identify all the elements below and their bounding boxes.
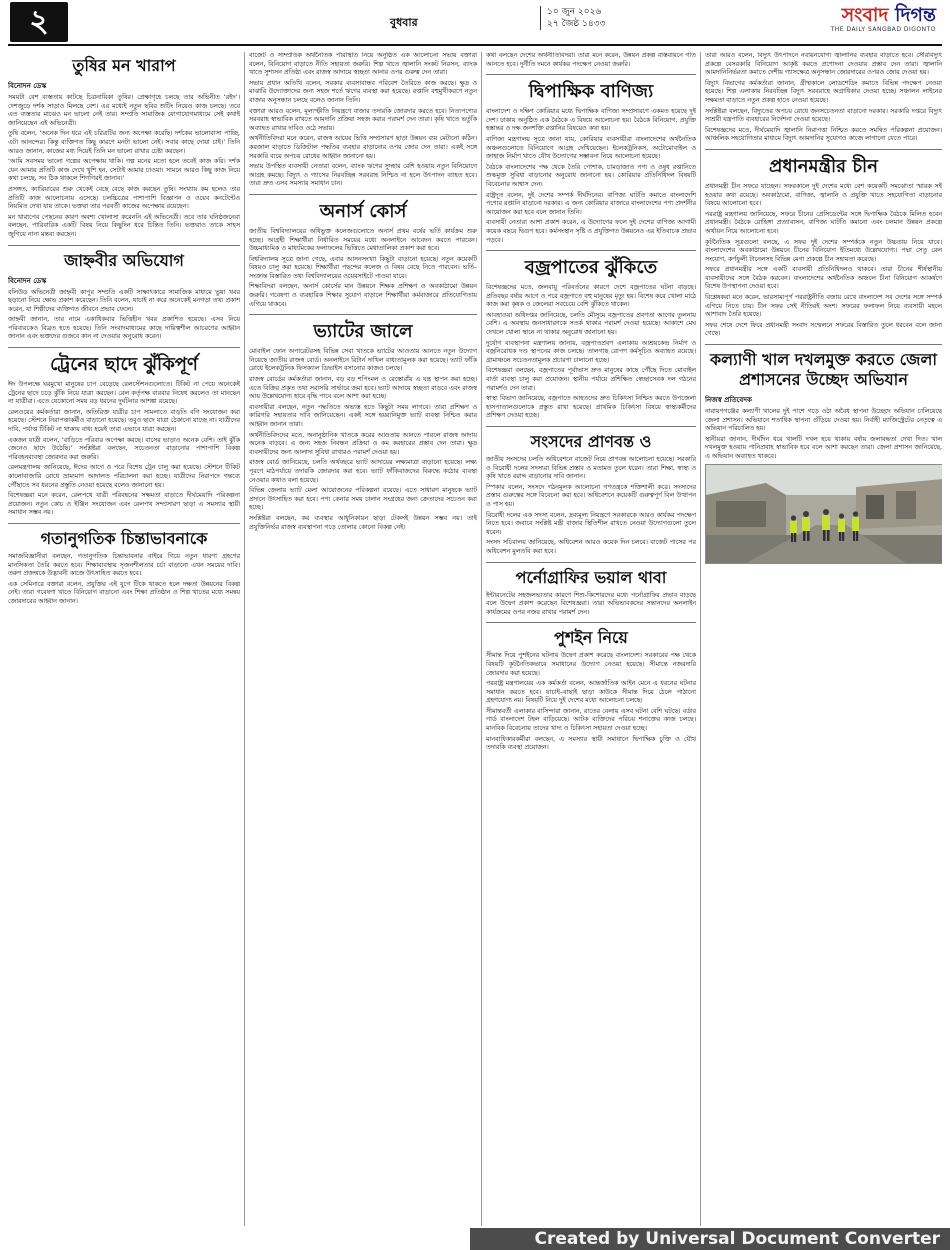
paragraph: তারা আরও বলেন, বিদ্যুৎ উৎপাদনে নবায়নযোগ্য জ্বালানির ব্যবহার বাড়াতে হবে। সৌরবিদ্যুৎ প্রকল্পে বেসরকারি বিনিয়োগ আকৃষ্ট করতে প্রণোদনা দেওয়ার প্রস্তাব দেন তারা। জ্বালানি আমদানিনির্ভরতা কমাতে দেশীয় গ্যাসক্ষেত্র অনুসন্ধান জোরদারের ওপরও জোর দেওয়া হয়।: [705, 52, 942, 77]
paragraph: একজন যাত্রী বলেন, ‘বাড়িতে পরিবার অপেক্ষা করছে। বাসের ভাড়াও অনেক বেশি। তাই ঝুঁকি জেনেও ছাদে উঠেছি।’ সংশ্লিষ্টরা বলছেন, সচেতনতা বাড়ানোর পাশাপাশি বিকল্প পরিবহনব্যবস্থা জোরদার করা জরুরি।: [8, 436, 240, 461]
headline-kalyani-canal[interactable]: কল্যাণী খাল দখলমুক্ত করতে জেলা প্রশাসনের উচ্ছেদ অভিযান: [709, 350, 938, 390]
article-body: [486, 592, 696, 618]
article-body: [486, 652, 696, 753]
paragraph: তুষি বলেন, ‘অনেক দিন ধরে এই চরিত্রটির জন্য অপেক্ষা করেছি। দর্শকের ভালোবাসা পাচ্ছি, এটা আনন্দের। কিন্তু ব্যক্তিগত কিছু কারণে মনটা ভালো নেই। সবার কাছে দোয়া চাই।’ তিনি আরও জানান, কাজের মধ্য দিয়েই তিনি মন ভালো রাখার চেষ্টা করছেন।: [8, 130, 240, 155]
paragraph: আবহাওয়া অধিদপ্তর জানিয়েছে, চলতি মৌসুমে বজ্রপাতের প্রবণতা আগের তুলনায় বেশি। এ অবস্থায় জনসাধারণকে সতর্ক থাকার পরামর্শ দেওয়া হয়েছে। আকাশে মেঘ দেখলে খোলা স্থানে না থাকার অনুরোধ জানানো হয়।: [486, 311, 696, 337]
eviction-photo-illustration: [706, 465, 942, 563]
paragraph: রেলমন্ত্রণালয় জানিয়েছে, ঈদের আগে ও পরে বিশেষ ট্রেন চালু করা হয়েছে। স্টেশনে টিকিট কালোবাজারি রোধে ভ্রাম্যমাণ আদালত পরিচালনা করা হচ্ছে। যাত্রীদের নিরাপদে গন্তব্যে পৌঁছাতে সব ধরনের প্রস্তুতি নেওয়া হয়েছে বলেও জানানো হয়।: [8, 464, 240, 489]
paragraph: সময়টা বেশ ব্যস্ততায় কাটছে চিত্রনায়িকা তুষির। প্রেক্ষাগৃহে চলছে তার অভিনীত ‘রইদ’। দেশজুড়ে দর্শক সাড়াও মিলছে বেশ। এর মধ্যেই নতুন ছবির শুটিং নিয়েও কাজ চলছে। তবে এত ব্যস্ততার মাঝেও মন ভালো নেই তার। সম্প্রতি সামাজিক যোগাযোগমাধ্যমে সেই কথাই জানিয়েছেন এই অভিনেত্রী।: [8, 94, 240, 127]
article-divider: [486, 250, 696, 251]
paragraph: মানবাধিকারকর্মীরা বলছেন, এ সমস্যার স্থায়ী সমাধানে দ্বিপাক্ষিক চুক্তি ও যৌথ তদারকি ব্যবস্থা প্রয়োজন।: [486, 735, 696, 752]
paragraph: বিশ্ববিদ্যালয় সূত্রে জানা গেছে, এবার আসনসংখ্যা কিছুটা বাড়ানো হয়েছে। নতুন কয়েকটি বিষয়ও চালু করা হয়েছে। শিক্ষার্থীরা পছন্দের কলেজ ও বিষয় বেছে নিতে পারবেন। ভর্তি–সংক্রান্ত বিস্তারিত তথ্য বিশ্ববিদ্যালয়ের ওয়েবসাইটে পাওয়া যাবে।: [249, 255, 477, 280]
headline-lightning-risk[interactable]: বজ্রপাতের ঝুঁকিতে: [524, 257, 658, 279]
article-body: [8, 553, 240, 607]
paragraph: বাজেট ও সাম্প্রতিক অর্থনৈতিক পরিস্থিতি নিয়ে অনুষ্ঠিত এক আলোচনা সভায় বক্তারা বলেন, বিনিয়োগ বাড়াতে নীতি সহায়তা জরুরি। শিল্প খাতে জ্বালানি সংকট নিরসন, ব্যাংক খাতে সুশাসন প্রতিষ্ঠা এবং রাজস্ব আদায়ে স্বচ্ছতা আনার ওপর গুরুত্ব দেন তারা।: [249, 52, 477, 77]
article-body: [249, 52, 477, 189]
article-body: [486, 284, 696, 421]
headline-pushin[interactable]: পুশইন নিয়ে: [554, 628, 628, 648]
article-body: [705, 183, 942, 339]
paragraph: সমাজবিজ্ঞানীরা বলছেন, গতানুগতিক চিন্তাভাবনার বাইরে গিয়ে নতুন ধারণা গ্রহণের মানসিকতা তৈরি করতে হবে। শিক্ষাব্যবস্থায় সৃজনশীলতার চর্চা বাড়ানো এখন সময়ের দাবি। তরুণ প্রজন্মকে উদ্ভাবনী কাজে উৎসাহিত করতে হবে।: [8, 552, 240, 578]
headline-conventional-thinking[interactable]: গতানুগতিক চিন্তাভাবনাকে: [40, 528, 208, 548]
date-bengali: ২৭ জৈষ্ঠ ১৪৩৩: [547, 19, 606, 29]
paragraph: সভায় উপস্থিত ব্যবসায়ী নেতারা বলেন, ব্যাংক ঋণের সুদহার বেশি হওয়ায় নতুন বিনিয়োগে আগ্রহ কমছে। বিদ্যুৎ ও গ্যাসের নিরবচ্ছিন্ন সরবরাহ নিশ্চিত না হলে উৎপাদন ব্যাহত হবে। তারা দ্রুত এসব সমস্যার সমাধান চান।: [249, 163, 477, 188]
article-divider: [486, 426, 696, 427]
column-divider: [244, 52, 245, 1226]
headline-tushi[interactable]: তুষির মন খারাপ: [72, 56, 176, 75]
paragraph: জাতীয় সংসদের চলতি অধিবেশনে বাজেট নিয়ে প্রাণবন্ত আলোচনা হয়েছে। সরকারি ও বিরোধী দলের সদস্যরা বিভিন্ন প্রস্তাব ও মতামত তুলে ধরেন। তারা শিক্ষা, স্বাস্থ্য ও কৃষি খাতে বরাদ্দ বাড়ানোর দাবি জানান।: [486, 456, 696, 481]
article-divider: [486, 562, 696, 563]
newspaper-logo[interactable]: [831, 4, 936, 33]
paragraph: রাজস্ব বোর্ডের কর্মকর্তারা জানান, বড় বড় শপিংমল ও রেস্তোরাঁয় এ যন্ত্র স্থাপন করা হচ্ছে। এতে বিক্রির প্রকৃত তথ্য সরাসরি সার্ভারে জমা হবে। ভ্যাট আদায়ে স্বচ্ছতা বাড়বে এবং রাজস্ব আয় উল্লেখযোগ্য হারে বৃদ্ধি পাবে বলে আশা করা হচ্ছে।: [249, 376, 477, 401]
paragraph: বিশেষজ্ঞরা মনে করেন, রেলপথে যাত্রী পরিবহনের সক্ষমতা বাড়াতে দীর্ঘমেয়াদি পরিকল্পনা প্রয়োজন। নতুন কোচ ও ইঞ্জিন সংযোজন এবং রেলপথ সম্প্রসারণ ছাড়া এ সমস্যার স্থায়ী সমাধান সম্ভব নয়।: [8, 492, 240, 517]
article-divider: [8, 523, 240, 524]
byline: নিজস্ব প্রতিবেদক: [705, 396, 752, 405]
paragraph: জাহ্নবী জানান, তার নামে একাধিকবার ভিত্তিহীন খবর প্রকাশিত হয়েছে। এসব নিয়ে পরিবারকেও বিব্রত হতে হয়েছে। তিনি সংবাদমাধ্যমের কাছে দায়িত্বশীল আচরণের আহ্বান জানান এবং ভক্তদের গুজবে কান না দেওয়ার অনুরোধ করেন।: [8, 316, 240, 341]
paragraph: রেলওয়ের কর্মকর্তারা জানান, অতিরিক্ত যাত্রীর চাপ সামলাতে বাড়তি বগি সংযোজন করা হয়েছে। স্টেশনে নিরাপত্তাকর্মীও বাড়ানো হয়েছে। তবুও ছাদে যাত্রা ঠেকানো যাচ্ছে না। যাত্রীদের দাবি, পর্যাপ্ত টিকিট না থাকায় বাধ্য হয়েই তারা এভাবে যাত্রা করছেন।: [8, 408, 240, 434]
paragraph: দুর্যোগ ব্যবস্থাপনা মন্ত্রণালয় জানায়, বজ্রপাতপ্রবণ এলাকায় আশ্রয়কেন্দ্র নির্মাণ ও বজ্রনিরোধক দণ্ড স্থাপনের কাজ চলছে। তালগাছ রোপণ কর্মসূচিও অব্যাহত রয়েছে। গ্রামাঞ্চলে সচেতনতামূলক প্রচারণা চালানো হচ্ছে।: [486, 339, 696, 364]
article-body: [8, 381, 240, 518]
article-body: [705, 52, 942, 144]
column-2: [249, 52, 477, 1226]
headline-janhvi[interactable]: জাহ্নবীর অভিযোগ: [64, 250, 184, 270]
byline: বিনোদন ডেস্ক: [8, 276, 47, 285]
logo-tagline: THE DAILY SANGBAD DIGONTO: [830, 26, 936, 33]
paragraph: প্রসঙ্গত, ক্যারিয়ারের শুরু থেকেই বেছে বেছে কাজ করছেন তুষি। সংখ্যায় কম হলেও তার প্রতিটি কাজ আলোচনায় এসেছে। চলচ্চিত্রের পাশাপাশি বিজ্ঞাপন ও ওয়েব কনটেন্টেও নিয়মিত দেখা যায় তাকে। ভক্তরা তার পরবর্তী কাজের অপেক্ষায় রয়েছেন।: [8, 185, 240, 211]
article-divider: [486, 74, 696, 75]
article-divider: [486, 622, 696, 623]
headline-vat-net[interactable]: ভ্যাটের জালে: [313, 321, 413, 343]
paragraph: বিরোধী দলের এক সদস্য বলেন, দ্রব্যমূল্য নিয়ন্ত্রণে সরকারকে আরও কার্যকর পদক্ষেপ নিতে হবে। জবাবে সংশ্লিষ্ট মন্ত্রী বাজার স্থিতিশীল রাখতে নেওয়া উদ্যোগগুলো তুলে ধরেন।: [486, 511, 696, 536]
logo-word-2: দিগন্ত: [895, 4, 936, 26]
eviction-photo: [705, 464, 942, 564]
paragraph: সফরে প্রধানমন্ত্রীর সঙ্গে একটি ব্যবসায়ী প্রতিনিধিদলও থাকবে। তারা চীনের শীর্ষস্থানীয় ব্যবসায়ীদের সঙ্গে বৈঠক করবেন। বাংলাদেশের অর্থনৈতিক অঞ্চলে চীনা বিনিয়োগ আকর্ষণে বিশেষ উপস্থাপনা দেওয়া হবে।: [705, 266, 942, 291]
paragraph: বিশেষজ্ঞদের মতে, জলবায়ু পরিবর্তনের কারণে দেশে বজ্রপাতের ঘটনা বাড়ছে। প্রতিবছর বর্ষার আগে ও পরে বজ্রপাতে বহু মানুষের মৃত্যু হয়। বিশেষ করে খোলা মাঠে কাজ করা কৃষক ও জেলেরা সবচেয়ে বেশি ঝুঁকিতে থাকেন।: [486, 284, 696, 309]
paragraph: সংসদ সচিবালয় জানিয়েছে, অধিবেশন আরও কয়েক দিন চলবে। বাজেট পাসের পর অধিবেশন মুলতবি করা হবে।: [486, 539, 696, 555]
paragraph: ‘আমি সবসময় ভালো গল্পের অপেক্ষায় থাকি। গল্প মনের মতো হলে তবেই কাজ করি। দর্শক যেন আমার প্রতিটি কাজ দেখে খুশি হন, সেটাই আমার চাওয়া। সামনে আরও কিছু কাজ নিয়ে কথা চলছে, সব ঠিক থাকলে শিগগিরই জানাব।’: [8, 158, 240, 183]
paragraph: মোবাইল ফোন অপারেটরসহ বিভিন্ন সেবা খাতকে ভ্যাটের আওতায় আনতে নতুন উদ্যোগ নিয়েছে জাতীয় রাজস্ব বোর্ড। অনলাইনে রিটার্ন দাখিল বাধ্যতামূলক করা হয়েছে। ভ্যাট ফাঁকি রোধে ইলেকট্রনিক ফিসক্যাল ডিভাইস বসানোর কাজও চলছে।: [249, 348, 477, 373]
paragraph: বিদ্যুৎ বিভাগের কর্মকর্তারা জানান, গ্রীষ্মকালে লোডশেডিং কমাতে বিভিন্ন পদক্ষেপ নেওয়া হয়েছে। শিল্প এলাকায় নিরবচ্ছিন্ন বিদ্যুৎ সরবরাহে অগ্রাধিকার দেওয়া হচ্ছে। সঞ্চালন লাইনের সক্ষমতা বাড়াতে নতুন প্রকল্প হাতে নেওয়া হয়েছে।: [705, 79, 942, 104]
article-body: [8, 289, 240, 343]
headline-parliament[interactable]: সংসদের প্রাণবন্ত ও: [530, 432, 652, 451]
paragraph: বিশেষজ্ঞরা বলছেন, বজ্রপাতের পূর্বাভাস দ্রুত মানুষের কাছে পৌঁছে দিতে মোবাইল বার্তা ব্যবস্থা চালু করা প্রয়োজন। স্থানীয় পর্যায়ে প্রশিক্ষিত স্বেচ্ছাসেবক দল গঠনের পরামর্শও দেন তারা।: [486, 367, 696, 392]
column-4: [705, 52, 942, 1226]
logo-word-1: সংবাদ: [841, 4, 889, 26]
date-english: ১০ জুন ২০২৬: [547, 7, 602, 17]
paragraph: রাজস্ব বোর্ড জানিয়েছে, চলতি অর্থবছরে ভ্যাট আদায়ের লক্ষ্যমাত্রা বাড়ানো হয়েছে। লক্ষ্য পূরণে মাঠপর্যায়ে তদারকি জোরদার করা হবে। ভ্যাট ফাঁকিবাজদের বিরুদ্ধে কঠোর ব্যবস্থা নেওয়ার কথাও বলা হয়েছে।: [249, 459, 477, 484]
paragraph: নারায়ণগঞ্জের কল্যাণী খালের দুই পাশে গড়ে ওঠা অবৈধ স্থাপনা উচ্ছেদে অভিযান চালিয়েছে জেলা প্রশাসন। অভিযানে শতাধিক স্থাপনা গুঁড়িয়ে দেওয়া হয়। নির্বাহী ম্যাজিস্ট্রেটের নেতৃত্বে এ অভিযান পরিচালিত হয়।: [705, 408, 942, 433]
paragraph: রাষ্ট্রদূত বলেন, দুই দেশের সম্পর্ক দীর্ঘদিনের। বাণিজ্য ঘাটতি কমাতে বাংলাদেশি পণ্যের রপ্তানি বাড়ানো দরকার। এ জন্য কোরিয়ার বাজারে বাংলাদেশের পণ্য প্রদর্শনীর আয়োজন করা হবে বলে জানান তিনি।: [486, 191, 696, 216]
paragraph: সভায় প্রধান অতিথি বলেন, সরকার ব্যবসাবান্ধব পরিবেশ তৈরিতে কাজ করছে। ক্ষুদ্র ও মাঝারি উদ্যোক্তাদের জন্য সহজ শর্তে ঋণের ব্যবস্থা করা হয়েছে। রপ্তানি বহুমুখীকরণে নতুন বাজার অনুসন্ধান চলছে বলেও জানান তিনি।: [249, 79, 477, 104]
paragraph: অর্থনীতিবিদরা মনে করেন, রাজস্ব আয়ের ভিত্তি সম্প্রসারণ ছাড়া উন্নয়ন ব্যয় মেটানো কঠিন। করজাল বাড়াতে ডিজিটাল পদ্ধতির ব্যবহার বাড়ানোর ওপর জোর দেন তারা। একই সঙ্গে সরকারি ব্যয়ে অপচয় রোধের আহ্বান জানানো হয়।: [249, 135, 477, 160]
paragraph: স্পিকার বলেন, সংসদে গঠনমূলক আলোচনা গণতন্ত্রকে শক্তিশালী করে। সদস্যদের প্রস্তাব গুরুত্বের সঙ্গে বিবেচনা করা হবে। অধিবেশনে কয়েকটি গুরুত্বপূর্ণ বিল উত্থাপন ও পাস হয়।: [486, 483, 696, 508]
article-divider: [705, 344, 942, 345]
paragraph: সীমান্ত দিয়ে পুশইনের ঘটনায় উদ্বেগ প্রকাশ করেছে বাংলাদেশ। সরকারের পক্ষ থেকে বিষয়টি কূটনৈতিকভাবে সমাধানের উদ্যোগ নেওয়া হয়েছে। সীমান্তে নজরদারি জোরদার করা হয়েছে।: [486, 652, 696, 677]
headline-pornography[interactable]: পর্নোগ্রাফির ভয়াল থাবা: [515, 567, 667, 587]
paragraph: বক্তারা আরও বলেন, মূল্যস্ফীতি নিয়ন্ত্রণে বাজার তদারকি জোরদার করতে হবে। নিত্যপণ্যের সরবরাহ স্বাভাবিক রাখতে আমদানি প্রক্রিয়া সহজ করার পরামর্শ দেন তারা। কৃষি খাতে ভর্তুকি অব্যাহত রাখার দাবিও ওঠে সভায়।: [249, 107, 477, 132]
paragraph: সীমান্তবর্তী এলাকার বাসিন্দারা জানান, রাতের বেলায় এসব ঘটনা বেশি ঘটছে। বর্ডার গার্ড বাংলাদেশ টহল বাড়িয়েছে। আটক ব্যক্তিদের পরিচয় শনাক্তের কাজ চলছে। মানবিক বিবেচনায় তাদের খাদ্য ও চিকিৎসা সহায়তা দেওয়া হচ্ছে।: [486, 707, 696, 733]
article-divider: [705, 149, 942, 150]
paragraph: বিভিন্ন জেলায় ভ্যাট মেলা আয়োজনের পরিকল্পনা রয়েছে। এতে সাধারণ মানুষকে ভ্যাট প্রদানে উৎসাহিত করা হবে। পণ্য কেনার সময় চালান সংগ্রহের জন্য ক্রেতাদের সচেতন করা হচ্ছে।: [249, 487, 477, 512]
headline-pm-china[interactable]: প্রধানমন্ত্রীর চীন: [769, 155, 878, 177]
paragraph: বিশেষজ্ঞদের মতে, দীর্ঘমেয়াদি জ্বালানি নিরাপত্তা নিশ্চিত করতে সমন্বিত পরিকল্পনা প্রয়োজন। আঞ্চলিক সহযোগিতার মাধ্যমে বিদ্যুৎ আমদানির সুযোগও কাজে লাগানো যেতে পারে।: [705, 126, 942, 143]
article-body: [486, 456, 696, 557]
paragraph: অর্থনীতিবিদদের মতে, অনানুষ্ঠানিক খাতকে করের আওতায় আনতে পারলে রাজস্ব আদায় অনেক বাড়বে। এ জন্য সহজ নিবন্ধন প্রক্রিয়া ও কম করহারের প্রস্তাব দেন তারা। ক্ষুদ্র ব্যবসায়ীদের জন্য আলাদা সুবিধা রাখারও পরামর্শ দেওয়া হয়।: [249, 431, 477, 456]
column-3: [486, 52, 696, 1226]
paragraph: সংশ্লিষ্টরা বলছেন, কর ব্যবস্থার আধুনিকায়ন ছাড়া টেকসই উন্নয়ন সম্ভব নয়। তাই প্রযুক্তিনির্ভর রাজস্ব ব্যবস্থাপনা গড়ে তোলার কোনো বিকল্প নেই।: [249, 514, 477, 531]
article-divider: [8, 347, 240, 348]
converter-watermark: Created by Universal Document Converter: [470, 1228, 950, 1250]
paragraph: জাতীয় বিশ্ববিদ্যালয়ের অধিভুক্ত কলেজগুলোতে অনার্স প্রথম বর্ষের ভর্তি কার্যক্রম শুরু হচ্ছে। আগ্রহী শিক্ষার্থীরা নির্ধারিত সময়ের মধ্যে অনলাইনে আবেদন করতে পারবেন। উচ্চমাধ্যমিক ও মাধ্যমিকের ফলাফলের ভিত্তিতে মেধাতালিকা প্রকাশ করা হবে।: [249, 227, 477, 253]
paragraph: বৈঠকে বাংলাদেশের পক্ষ থেকে তৈরি পোশাক, চামড়াজাত পণ্য ও ওষুধ রপ্তানিতে শুল্কমুক্ত সুবিধা বাড়ানোর অনুরোধ জানানো হয়। কোরিয়ার প্রতিনিধিদল বিষয়টি বিবেচনার আশ্বাস দেন।: [486, 163, 696, 188]
paragraph: মন খারাপের পেছনের কারণ অবশ্য খোলাসা করেননি এই অভিনেত্রী। তবে তার ঘনিষ্ঠজনেরা বলছেন, পারিবারিক একটি বিষয় নিয়ে কিছুদিন ধরে চিন্তিত তিনি। ভক্তরাও তাকে সাহস জুগিয়ে নানা মন্তব্য করছেন।: [8, 213, 240, 238]
paragraph: এক সেমিনারে বক্তারা বলেন, প্রযুক্তির এই যুগে টিকে থাকতে হলে দক্ষতা উন্নয়নের বিকল্প নেই। তারা গবেষণা খাতে বিনিয়োগ বাড়ানো এবং শিক্ষা প্রতিষ্ঠান ও শিল্প খাতের মধ্যে সমন্বয় জোরদারের আহ্বান জানান।: [8, 580, 240, 605]
header-rule: [8, 44, 942, 46]
paragraph: কথা বলছেন দেশের অর্থনীতিবিদরা। তারা মনে করেন, উন্নয়ন প্রকল্প বাস্তবায়নে গতি আনতে হবে। দুর্নীতি দমনে কার্যকর পদক্ষেপ নেওয়া জরুরি।: [486, 52, 696, 68]
paragraph: বাণিজ্য মন্ত্রণালয় সূত্রে জানা যায়, কোরিয়ার ব্যবসায়ীরা বাংলাদেশের অর্থনৈতিক অঞ্চলগুলোতে বিনিয়োগে আগ্রহ দেখিয়েছেন। ইলেকট্রনিকস, অটোমোবাইল ও জাহাজ নির্মাণ খাতে যৌথ উদ্যোগের সম্ভাবনা নিয়ে আলোচনা হয়েছে।: [486, 135, 696, 161]
date-block: [540, 6, 605, 30]
paragraph: ব্যবসায়ীরা বলছেন, নতুন পদ্ধতিতে অভ্যস্ত হতে কিছুটা সময় লাগবে। তারা প্রশিক্ষণ ও কারিগরি সহায়তার দাবি জানিয়েছেন। একই সঙ্গে হয়রানিমুক্ত ভ্যাট ব্যবস্থা নিশ্চিত করার আহ্বান জানান তারা।: [249, 403, 477, 428]
paragraph: পররাষ্ট্র মন্ত্রণালয় জানিয়েছে, সফরে চীনের প্রেসিডেন্টের সঙ্গে দ্বিপাক্ষিক বৈঠকে মিলিত হবেন প্রধানমন্ত্রী। বৈঠকে রোহিঙ্গা প্রত্যাবাসন, বাণিজ্য ঘাটতি কমানো এবং চলমান উন্নয়ন প্রকল্পে অর্থায়ন নিয়ে আলোচনা হবে।: [705, 210, 942, 235]
paragraph: শিক্ষাবিদরা বলছেন, অনার্স কোর্সের মান উন্নয়নে শিক্ষক প্রশিক্ষণ ও অবকাঠামো উন্নয়ন জরুরি। গবেষণা ও ব্যবহারিক শিক্ষার সুযোগ বাড়ালে শিক্ষার্থীরা কর্মবাজারে প্রতিযোগিতায় এগিয়ে থাকবে।: [249, 283, 477, 308]
weekday: বুধবার: [390, 16, 418, 29]
paragraph: সংশ্লিষ্টরা বলছেন, বিদ্যুতের অপচয় রোধে জনসচেতনতা বাড়ানো দরকার। সরকারি দপ্তরে বিদ্যুৎ সাশ্রয়ী যন্ত্রপাতি ব্যবহারের নির্দেশনা দেওয়া হয়েছে।: [705, 107, 942, 124]
paragraph: পররাষ্ট্র মন্ত্রণালয়ের এক কর্মকর্তা বলেন, আন্তর্জাতিক আইন মেনে এ ধরনের ঘটনার সমাধান করতে হবে। যাচাই–বাছাই ছাড়া কাউকে সীমান্ত দিয়ে ঠেলে পাঠানো গ্রহণযোগ্য নয়। বিষয়টি নিয়ে দুই দেশের মধ্যে আলোচনা চলছে।: [486, 680, 696, 705]
paragraph: প্রধানমন্ত্রী চীন সফরে যাচ্ছেন। সফরকালে দুই দেশের মধ্যে বেশ কয়েকটি সমঝোতা স্মারক সই হওয়ার কথা রয়েছে। অবকাঠামো, বাণিজ্য, জ্বালানি ও প্রযুক্তি খাতে সহযোগিতা বাড়ানোর বিষয়ে আলোচনা হবে।: [705, 182, 942, 208]
article-body: [249, 228, 477, 309]
paragraph: কূটনৈতিক সূত্রগুলো বলছে, এ সফর দুই দেশের সম্পর্ককে নতুন উচ্চতায় নিয়ে যাবে। বাংলাদেশের অবকাঠামো উন্নয়নে চীনের বিনিয়োগ ইতিমধ্যে উল্লেখযোগ্য। পদ্মা সেতু রেল সংযোগ, কর্ণফুলী টানেলসহ বিভিন্ন মেগা প্রকল্পে চীন সহায়তা করেছে।: [705, 238, 942, 263]
masthead: [0, 0, 950, 44]
article-divider: [8, 245, 240, 246]
byline: বিনোদন ডেস্ক: [8, 82, 47, 90]
article-body: [8, 94, 240, 240]
article-body: [486, 108, 696, 245]
article-body: [705, 408, 942, 462]
column-divider: [481, 52, 482, 1226]
article-divider: [249, 314, 477, 315]
column-1: [8, 52, 240, 1226]
article-body: [486, 52, 696, 69]
paragraph: বাংলাদেশ ও দক্ষিণ কোরিয়ার মধ্যে দ্বিপাক্ষিক বাণিজ্য সম্প্রসারণে একমত হয়েছে দুই দেশ। ঢাকায় অনুষ্ঠিত এক বৈঠকে এ বিষয়ে আলোচনা হয়। বৈঠকে বিনিয়োগ, প্রযুক্তি হস্তান্তর ও দক্ষ জনশক্তি রপ্তানির বিষয়েও কথা হয়।: [486, 108, 696, 133]
paragraph: বিশ্লেষকরা মনে করেন, ভারসাম্যপূর্ণ পররাষ্ট্রনীতি বজায় রেখে বাংলাদেশ সব দেশের সঙ্গে সম্পর্ক এগিয়ে নিতে চায়। চীন সফর সেই নীতিরই অংশ। সফরের ফলাফল নিয়ে ব্যবসায়ী মহলে আশাবাদ তৈরি হয়েছে।: [705, 294, 942, 319]
paragraph: বলিউড অভিনেত্রী জাহ্নবী কাপুর সম্প্রতি একটি সাক্ষাৎকারে সামাজিক মাধ্যমে ভুয়া খবর ছড়ানো নিয়ে ক্ষোভ প্রকাশ করেছেন। তিনি বলেন, যাচাই না করে অনেকেই মনগড়া তথ্য প্রকাশ করেন, যা শিল্পীদের ব্যক্তিগত জীবনে প্রভাব ফেলে।: [8, 288, 240, 313]
article-body: [249, 348, 477, 532]
headline-train-roof[interactable]: ট্রেনের ছাদে ঝুঁকিপূর্ণ: [50, 354, 198, 376]
paragraph: স্থানীয়রা জানান, দীর্ঘদিন ধরে খালটি দখল হয়ে থাকায় বর্ষায় জলাবদ্ধতা দেখা দিত। খাল দখলমুক্ত হওয়ায় পানিপ্রবাহ স্বাভাবিক হবে বলে আশা করছেন তারা। জেলা প্রশাসন জানিয়েছে, এ অভিযান অব্যাহত থাকবে।: [705, 435, 942, 460]
column-divider: [700, 52, 701, 1226]
paragraph: সফর শেষে দেশে ফিরে প্রধানমন্ত্রী সংবাদ সম্মেলনে সফরের বিস্তারিত তুলে ধরবেন বলে জানা গেছে।: [705, 321, 942, 338]
page-number: ২: [10, 2, 68, 42]
paragraph: ঈদ উপলক্ষে ঘরমুখো মানুষের চাপ বেড়েছে রেলস্টেশনগুলোতে। টিকিট না পেয়ে অনেকেই ট্রেনের ছাদে চড়ে ঝুঁকি নিয়ে যাত্রা করছেন। রেল কর্তৃপক্ষ বারবার নিষেধ করলেও তা মানছেন না যাত্রীরা। এতে যেকোনো সময় বড় ধরনের দুর্ঘটনার আশঙ্কা রয়েছে।: [8, 381, 240, 406]
paragraph: ব্যবসায়ী নেতারা আশা প্রকাশ করেন, এ উদ্যোগের ফলে দুই দেশের বাণিজ্য আগামী কয়েক বছরে দ্বিগুণ হবে। কর্মসংস্থান সৃষ্টি ও প্রযুক্তিগত উন্নয়নেও এর ইতিবাচক প্রভাব পড়বে।: [486, 219, 696, 244]
paragraph: স্বাস্থ্য বিভাগ জানিয়েছে, বজ্রপাতে আহতদের দ্রুত চিকিৎসা নিশ্চিত করতে উপজেলা হাসপাতালগুলোকে প্রস্তুত রাখা হয়েছে। প্রাথমিক চিকিৎসা বিষয়ে স্বাস্থ্যকর্মীদের প্রশিক্ষণ দেওয়া হচ্ছে।: [486, 395, 696, 420]
headline-honours-course[interactable]: অনার্স কোর্স: [319, 200, 407, 222]
paragraph: ইন্টারনেটের সহজলভ্যতার কারণে শিশু-কিশোরদের মধ্যে পর্নোগ্রাফির প্রভাব বাড়ছে বলে উদ্বেগ প্রকাশ করেছেন বিশেষজ্ঞরা। তারা অভিভাবকদের সন্তানদের অনলাইন কার্যক্রমের ওপর নজর রাখার পরামর্শ দেন।: [486, 591, 696, 616]
logo-wordmark: [831, 4, 936, 26]
headline-bilateral-trade[interactable]: দ্বিপাক্ষিক বাণিজ্য: [528, 81, 654, 103]
article-divider: [249, 194, 477, 195]
